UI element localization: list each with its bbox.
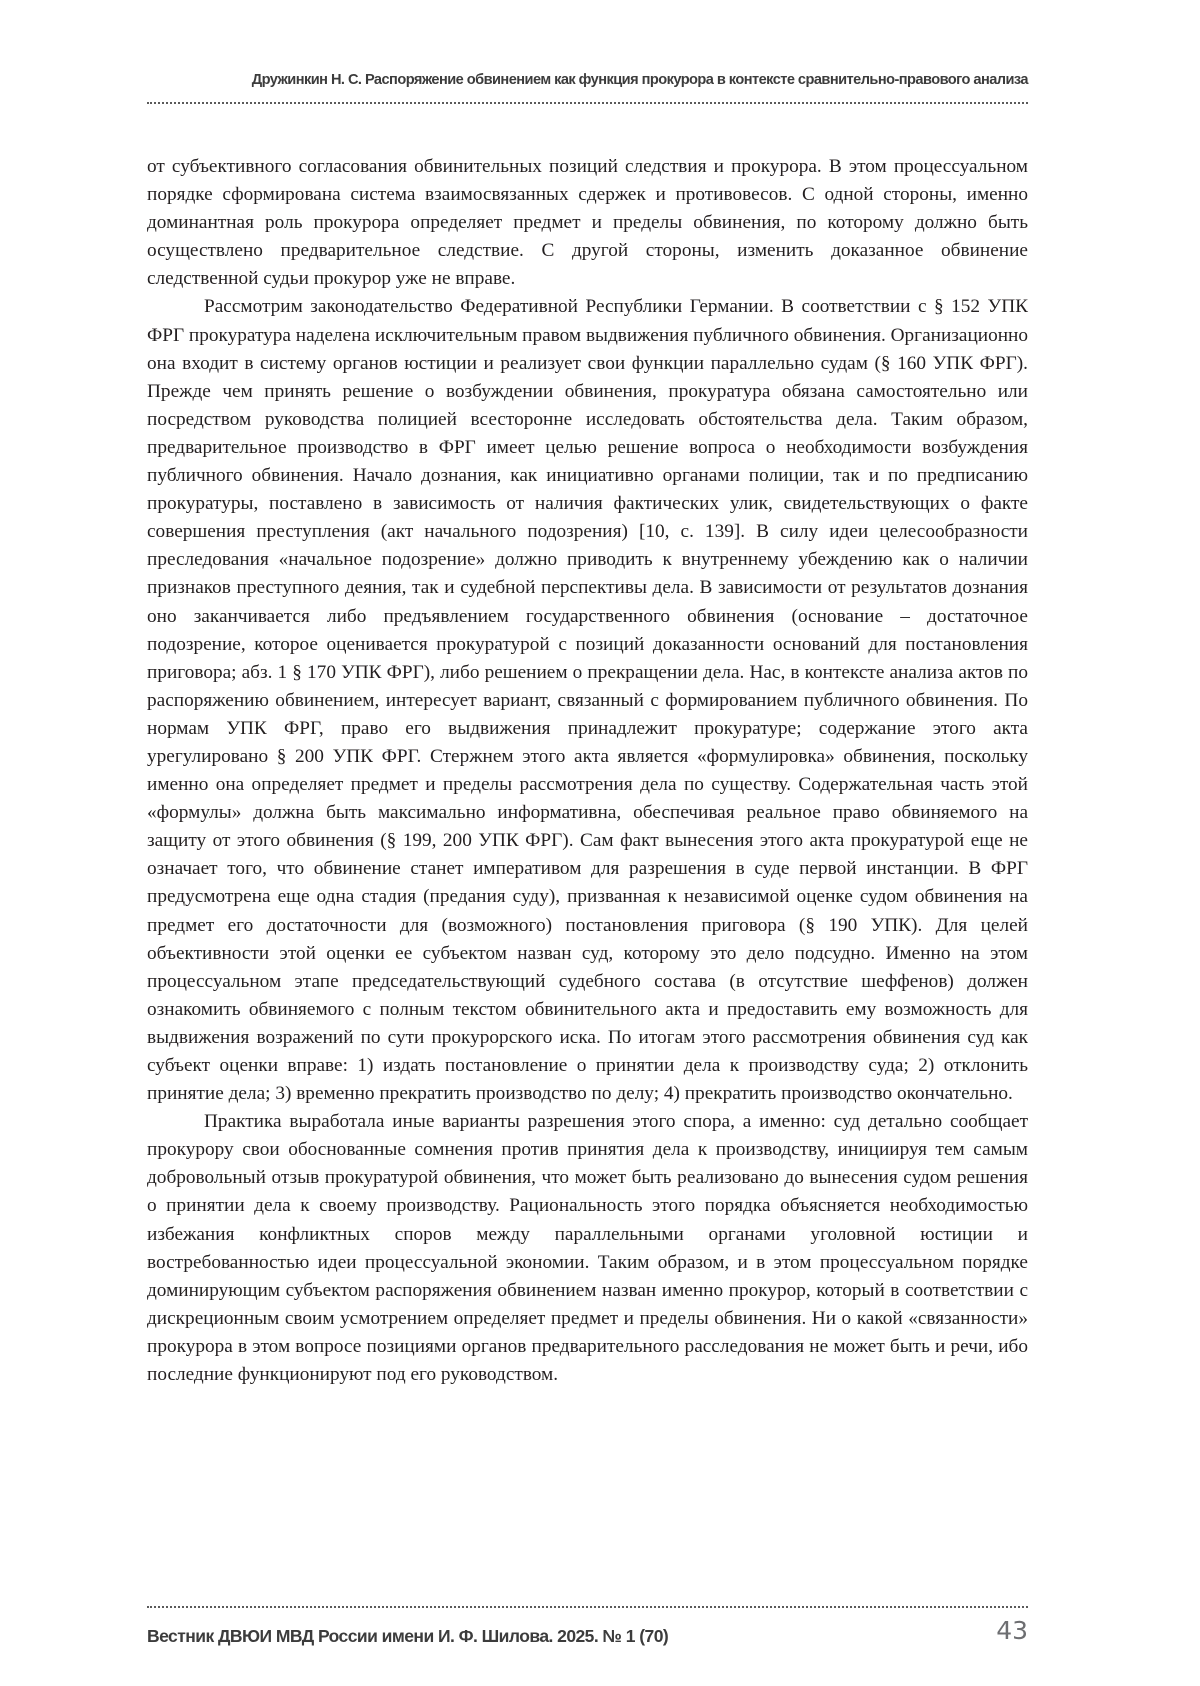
paragraph-continuation: от субъективного согласования обвинительных позиций следствия и прокурора. В этом процессуальном порядке сформирована система взаимосвязанных сдержек и противовесов. С одной стороны, именно доминантная роль прокурора определяет предмет и пределы обвинения, по которому должно быть осуществлено предварительное следствие. С другой стороны, изменить доказанное обвинение следственной судьи прокурор уже не вправе. — [147, 156, 1028, 290]
paragraph: Рассмотрим законодательство Федеративной Республики Германии. В соответствии с § 152 УПК ФРГ прокуратура наделена исключительным правом выдвижения публичного обвинения. Организационно она входит в систему органов юстиции и реализует свои функции параллельно судам (§ 160 УПК ФРГ). Прежде чем принять решение о возбуждении обвинения, прокуратура обязана самостоятельно или посредством руководства полицией всесторонне исследовать обстоятельства дела. Таким образом, предварительное производство в ФРГ имеет целью решение вопроса о необходимости возбуждения публичного обвинения. Начало дознания, как инициативно органами полиции, так и по предписанию прокуратуры, поставлено в зависимость от наличия фактических улик, свидетельствующих о факте совершения преступления (акт начального подозрения) [10, с. 139]. В силу идеи целесообразности преследования «начальное подозрение» должно приводить к внутреннему убеждению как о наличии признаков преступного деяния, так и судебной перспективы дела. В зависимости от результатов дознания оно заканчивается либо предъявлением государственного обвинения (основание – достаточное подозрение, которое оценивается прокуратурой с позиций доказанности оснований для постановления приговора; абз. 1 § 170 УПК ФРГ), либо решением о прекращении дела. Нас, в контексте анализа актов по распоряжению обвинением, интересует вариант, связанный с формированием публичного обвинения. По нормам УПК ФРГ, право его выдвижения принадлежит прокуратуре; содержание этого акта урегулировано § 200 УПК ФРГ. Стержнем этого акта является «формулировка» обвинения, поскольку именно она определяет предмет и пределы рассмотрения дела по существу. Содержательная часть этой «формулы» должна быть максимально информативна, обеспечивая реальное право обвиняемого на защиту от этого обвинения (§ 199, 200 УПК ФРГ). Сам факт вынесения этого акта прокуратурой еще не означает того, что обвинение станет императивом для разрешения в суде первой инстанции. В ФРГ предусмотрена еще одна стадия (предания суду), призванная к независимой оценке судом обвинения на предмет его достаточности для (возможного) постановления приговора (§ 190 УПК). Для целей объективности этой оценки ее субъектом назван суд, которому это дело подсудно. Именно на этом процессуальном этапе председательствующий судебного состава (в отсутствие шеффенов) должен ознакомить обвиняемого с полным текстом обвинительного акта и предоставить ему возможность для выдвижения возражений по сути прокурорского иска. По итогам этого рассмотрения обвинения суд как субъект оценки вправе: 1) издать постановление о принятии дела к производству суда; 2) отклонить принятие дела; 3) временно прекратить производство по делу; 4) прекратить производство окончательно. — [147, 296, 1028, 1105]
footer-divider — [147, 1606, 1028, 1608]
header-divider — [147, 102, 1028, 104]
paragraph: Практика выработала иные варианты разрешения этого спора, а именно: суд детально сообщает прокурору свои обоснованные сомнения против принятия дела к производству, инициируя тем самым добровольный отзыв прокуратурой обвинения, что может быть реализовано до вынесения судом решения о принятии дела к своему производству. Рациональность этого порядка объясняется необходимостью избежания конфликтных споров между параллельными органами уголовной юстиции и востребованностью идеи процессуальной экономии. Таким образом, и в этом процессуальном порядке доминирующим субъектом распоряжения обвинением назван именно прокурор, который в соответствии с дискреционным своим усмотрением определяет предмет и пределы обвинения. Ни о какой «связанности» прокурора в этом вопросе позициями органов предварительного расследования не может быть и речи, ибо последние функционируют под его руководством. — [147, 1111, 1028, 1386]
article-body — [147, 153, 1028, 1389]
page-number: 43 — [996, 1616, 1028, 1645]
running-head: Дружинкин Н. С. Распоряжение обвинением как функция прокурора в контексте сравнительно-правового анализа — [251, 72, 1028, 88]
journal-footer: Вестник ДВЮИ МВД России имени И. Ф. Шилова. 2025. № 1 (70) — [147, 1626, 669, 1646]
